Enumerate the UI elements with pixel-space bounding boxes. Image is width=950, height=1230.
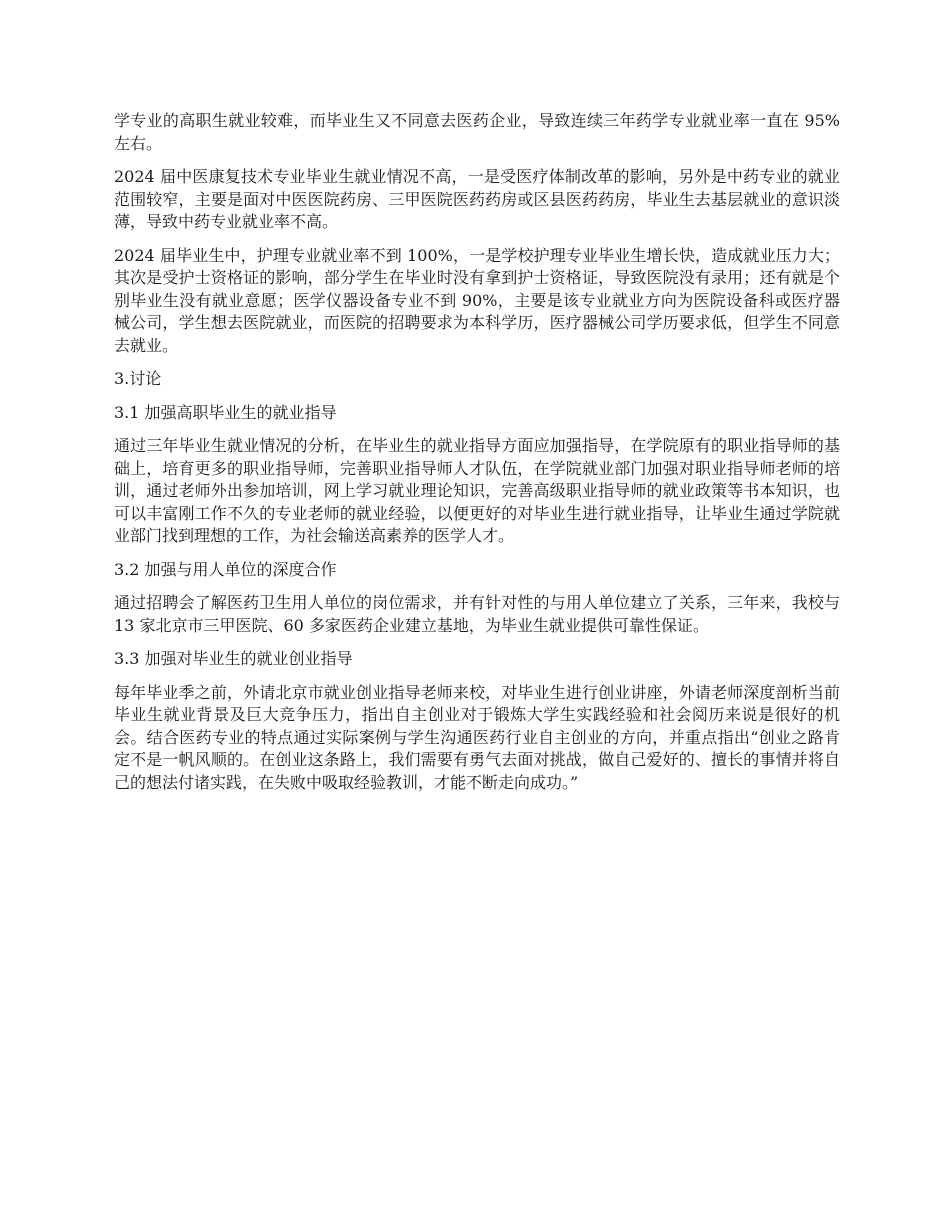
subsection-heading-3-1: 3.1 加强高职毕业生的就业指导 <box>114 402 337 422</box>
section-heading-discussion: 3.讨论 <box>114 369 162 388</box>
paragraph-nursing-employment: 2024 届毕业生中，护理专业就业率不到 100%，一是学校护理专业毕业生增长快，造成就业压力大；其次是受护士资格证的影响，部分学生在毕业时没有拿到护士资格证，导致医院没有录用；还有就是个别毕业生没有就业意愿；医学仪器设备专业不到 90%，主要是该专业就业方向为医院设备科或医疗器械公司，学生想去医院就业，而医院的招聘要求为本科学历，医疗器械公司学历要求低，但学生不同意去就业。 <box>114 245 840 355</box>
paragraph-entrepreneurship-guidance: 每年毕业季之前，外请北京市就业创业指导老师来校，对毕业生进行创业讲座，外请老师深度剖析当前毕业生就业背景及巨大竞争压力，指出自主创业对于锻炼大学生实践经验和社会阅历来说是很好的机会。结合医药专业的特点通过实际案例与学生沟通医药行业自主创业的方向，并重点指出“创业之路肯定不是一帆风顺的。在创业这条路上，我们需要有勇气去面对挑战，做自己爱好的、擅长的事情并将自己的想法付诸实践，在失败中吸取经验教训，才能不断走向成功。” <box>114 682 840 792</box>
subsection-heading-3-2: 3.2 加强与用人单位的深度合作 <box>114 559 337 579</box>
subsection-heading-3-3: 3.3 加强对毕业生的就业创业指导 <box>114 649 353 668</box>
paragraph-employer-cooperation: 通过招聘会了解医药卫生用人单位的岗位需求，并有针对性的与用人单位建立了关系，三年来，我校与 13 家北京市三甲医院、60 多家医药企业建立基地，为毕业生就业提供可靠性保证。 <box>114 593 840 635</box>
paragraph-pharmacy-employment: 学专业的高职生就业较难，而毕业生又不同意去医药企业，导致连续三年药学专业就业率一直在 95%左右。 <box>114 111 840 153</box>
paragraph-employment-guidance: 通过三年毕业生就业情况的分析，在毕业生的就业指导方面应加强指导，在学院原有的职业指导师的基础上，培育更多的职业指导师，完善职业指导师人才队伍，在学院就业部门加强对职业指导师老师的培训，通过老师外出参加培训，网上学习就业理论知识，完善高级职业指导师的就业政策等书本知识，也可以丰富刚工作不久的专业老师的就业经验，以便更好的对毕业生进行就业指导，让毕业生通过学院就业部门找到理想的工作，为社会输送高素养的医学人才。 <box>114 436 840 545</box>
document-page <box>114 110 840 805</box>
paragraph-tcm-rehab-employment: 2024 届中医康复技术专业毕业生就业情况不高，一是受医疗体制改革的影响，另外是中药专业的就业范围较窄，主要是面对中医医院药房、三甲医院医药药房或区县医药药房，毕业生去基层就业的意识淡薄，导致中药专业就业率不高。 <box>114 167 840 231</box>
